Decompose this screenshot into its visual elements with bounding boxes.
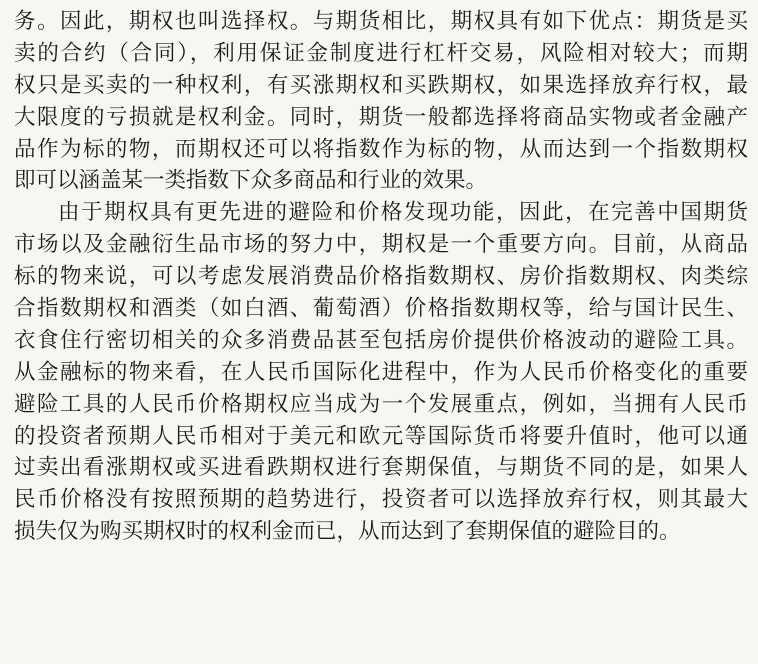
text-line: 品作为标的物，而期权还可以将指数作为标的物，从而达到一个指数期权 xyxy=(14,136,748,162)
paragraph-2 xyxy=(14,197,748,548)
paragraph-1 xyxy=(14,6,748,197)
text-line: 大限度的亏损就是权利金。同时，期货一般都选择将商品实物或者金融产 xyxy=(14,104,748,130)
text-line: 衣食住行密切相关的众多消费品甚至包括房价提供价格波动的避险工具。 xyxy=(14,327,748,353)
text-line: 由于期权具有更先进的避险和价格发现功能，因此，在完善中国期货 xyxy=(58,200,748,226)
text-line: 务。因此，期权也叫选择权。与期货相比，期权具有如下优点：期货是买 xyxy=(14,9,748,34)
text-line: 损失仅为购买期权时的权利金而已，从而达到了套期保值的避险目的。 xyxy=(14,519,681,545)
text-line: 从金融标的物来看，在人民币国际化进程中，作为人民币价格变化的重要 xyxy=(14,359,748,385)
text-line: 过卖出看涨期权或买进看跌期权进行套期保值，与期货不同的是，如果人 xyxy=(14,455,748,481)
text-line: 权只是买卖的一种权利，有买涨期权和买跌期权，如果选择放弃行权，最 xyxy=(14,72,748,98)
text-line: 市场以及金融衍生品市场的努力中，期权是一个重要方向。目前，从商品 xyxy=(14,232,748,258)
text-line: 卖的合约（合同），利用保证金制度进行杠杆交易，风险相对较大；而期 xyxy=(14,40,748,66)
text-line: 即可以涵盖某一类指数下众多商品和行业的效果。 xyxy=(14,168,488,194)
text-line: 民币价格没有按照预期的趋势进行，投资者可以选择放弃行权，则其最大 xyxy=(14,487,748,513)
text-line: 的投资者预期人民币相对于美元和欧元等国际货币将要升值时，他可以通 xyxy=(14,423,748,449)
text-line: 避险工具的人民币价格期权应当成为一个发展重点，例如，当拥有人民币 xyxy=(14,391,748,417)
text-line: 合指数期权和酒类（如白酒、葡萄酒）价格指数期权等，给与国计民生、 xyxy=(14,296,748,322)
text-line: 标的物来说，可以考虑发展消费品价格指数期权、房价指数期权、肉类综 xyxy=(14,264,748,290)
